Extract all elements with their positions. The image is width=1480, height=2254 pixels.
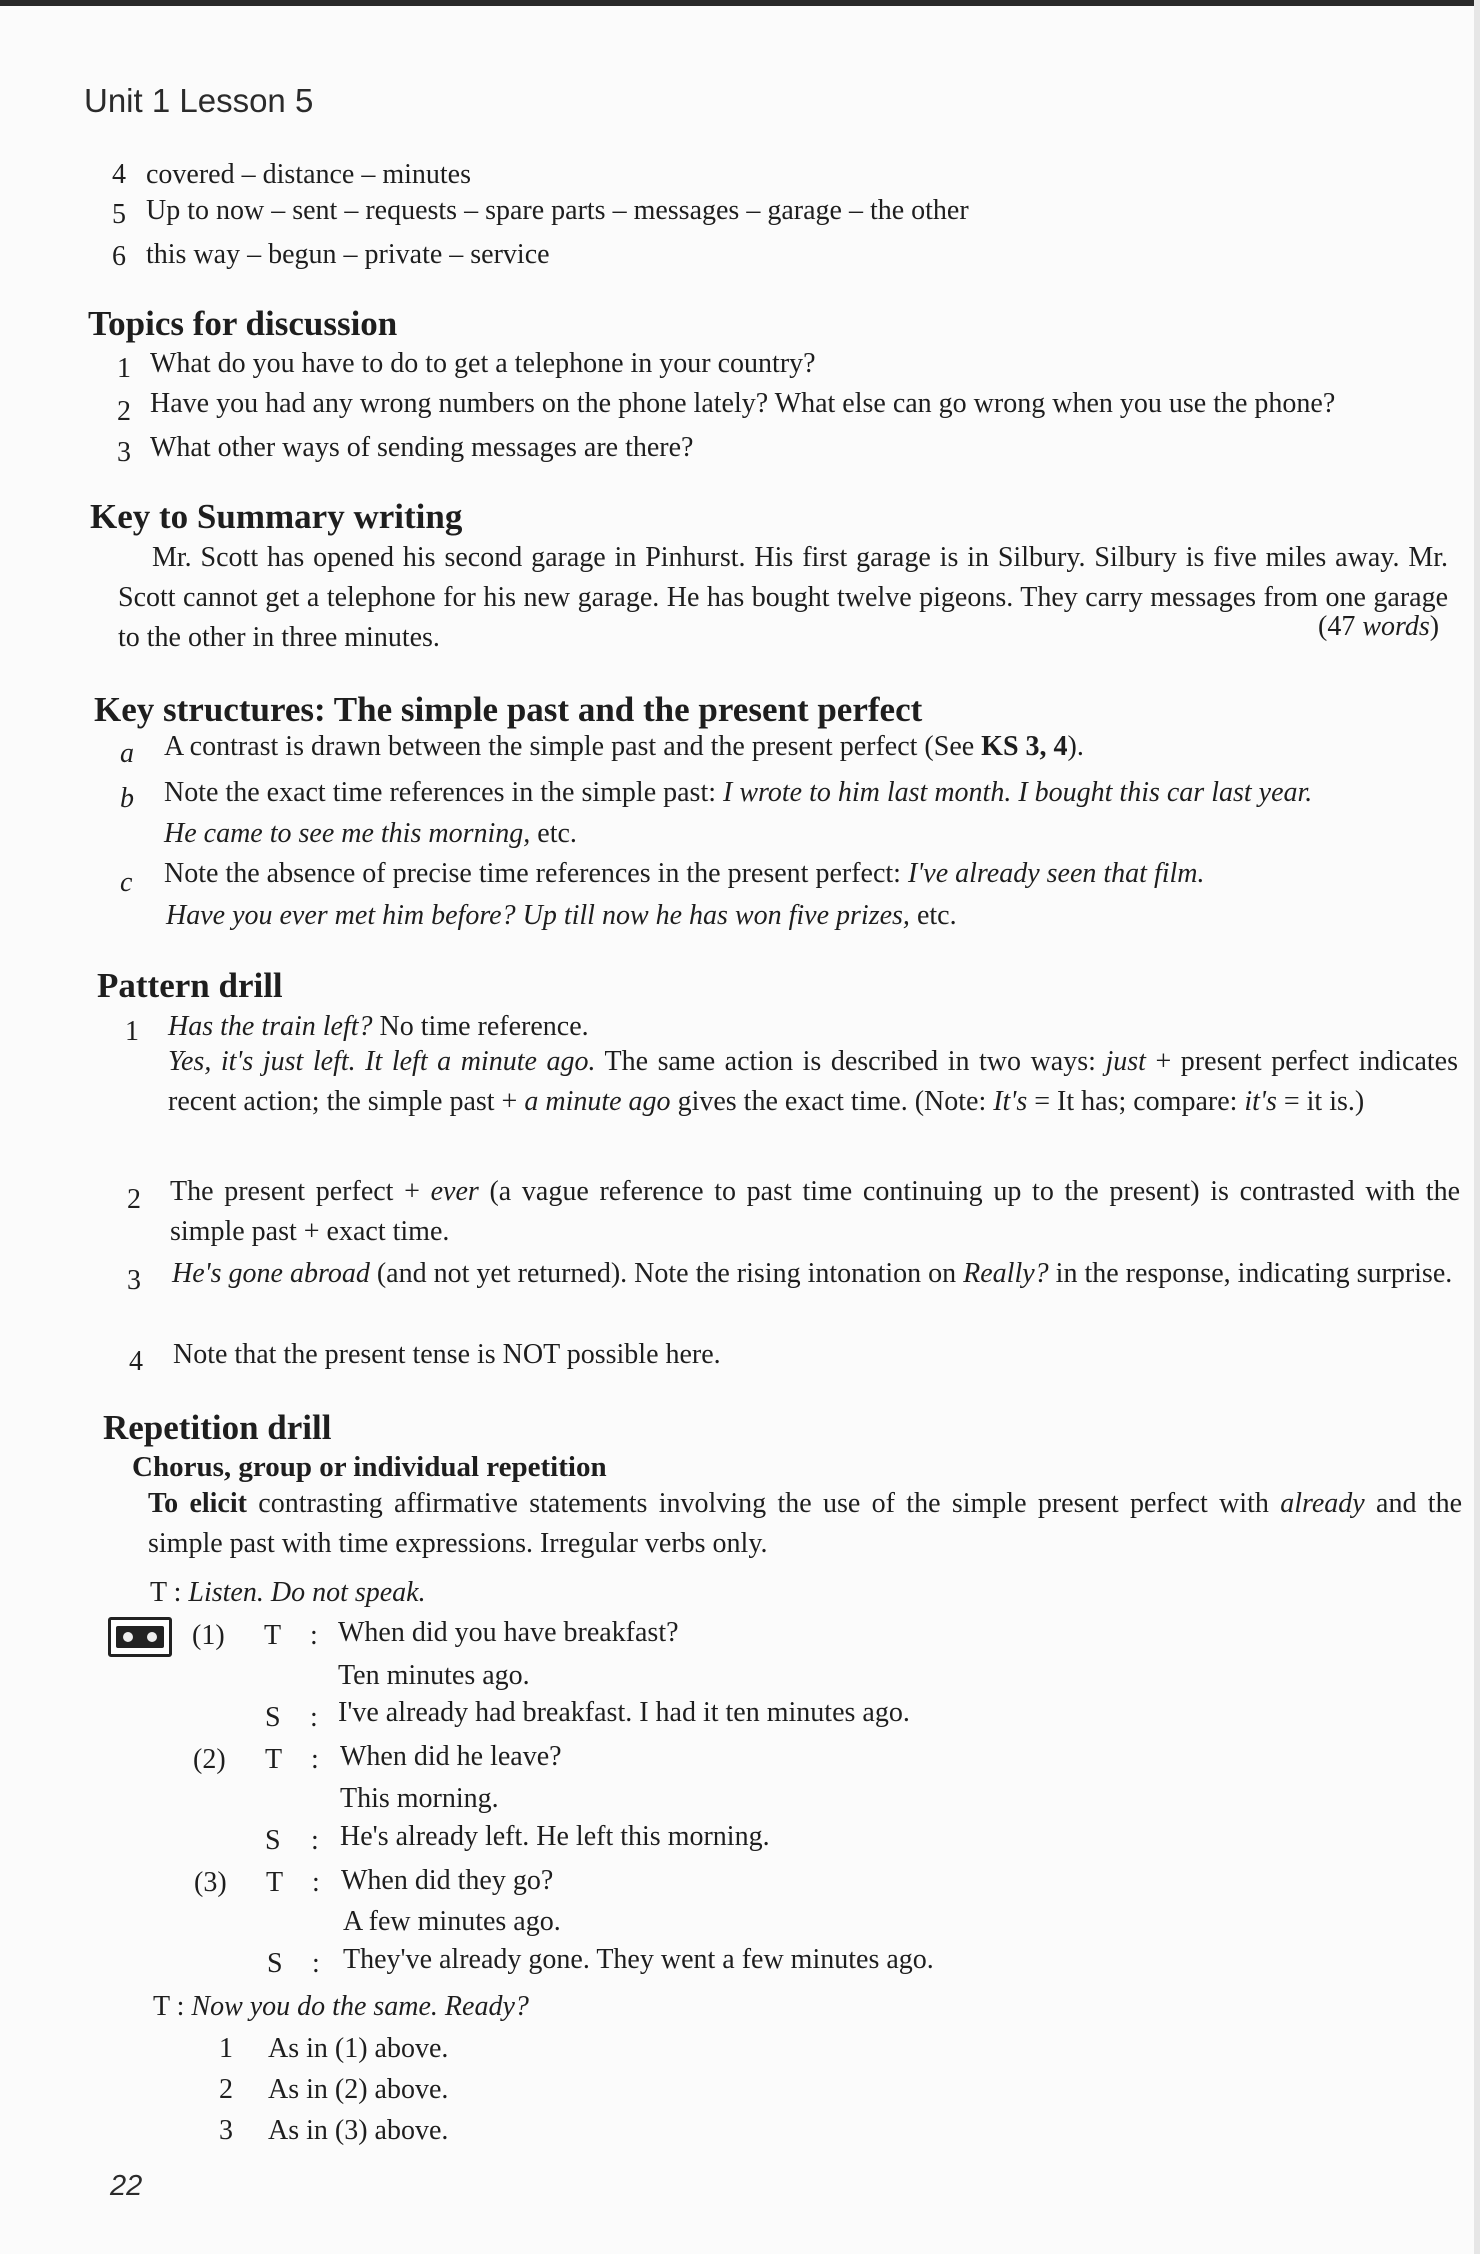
text: contrasting affirmative statements involving the use of the simple present perfect with	[246, 1488, 1281, 1519]
text: (a vague reference to past time continuing up to the present) is contrasted with the simple past + exact time.	[170, 1176, 1460, 1247]
teacher-prompt	[153, 1990, 529, 2024]
structure-a-text	[164, 730, 1084, 764]
item-text: this way – begun – private – service	[146, 239, 550, 270]
word-count	[1318, 610, 1439, 644]
dialogue-number: (3)	[194, 1867, 227, 1898]
repetition-subheading: Chorus, group or individual repetition	[132, 1451, 607, 1483]
text: gives the exact time. (Note:	[670, 1086, 994, 1117]
text: + present perfect indicates recent action; the simple past +	[168, 1046, 1458, 1117]
structure-label-b	[120, 782, 134, 816]
speaker-teacher: T	[266, 1867, 284, 1898]
item-number: 5	[112, 199, 126, 230]
text: A contrast is drawn between the simple past and the present perfect (See	[164, 731, 982, 762]
practice-text: As in (2) above.	[268, 2074, 449, 2105]
key-structures-heading: Key structures: The simple past and the present perfect	[94, 690, 923, 729]
item-number: 6	[112, 241, 126, 272]
item-text: Up to now – sent – requests – spare parts – messages – garage – the other	[146, 195, 969, 226]
student-answer: He's already left. He left this morning.	[340, 1821, 770, 1852]
pattern-number: 4	[129, 1346, 143, 1377]
elicit-paragraph	[148, 1484, 1462, 1564]
pattern-number: 3	[127, 1265, 141, 1296]
pattern-drill-heading: Pattern drill	[97, 966, 283, 1005]
text-end: ).	[1067, 731, 1084, 762]
summary-heading: Key to Summary writing	[90, 497, 463, 536]
item-text: covered – distance – minutes	[146, 159, 472, 190]
instruction: Listen. Do not speak.	[188, 1577, 426, 1608]
text: The present perfect +	[170, 1176, 431, 1207]
cassette-reel	[147, 1632, 157, 1642]
topic-number: 3	[117, 437, 131, 468]
teacher-question: When did they go?	[341, 1865, 554, 1896]
text: in the response, indicating surprise.	[1048, 1258, 1453, 1289]
text: = It has; compare:	[1027, 1086, 1245, 1117]
speaker-student: S	[265, 1702, 281, 1733]
keyword: ever	[430, 1176, 479, 1207]
teacher-question: When did you have breakfast?	[338, 1617, 679, 1648]
label: c	[120, 867, 133, 898]
word-count-label: words	[1362, 611, 1430, 642]
time-cue: Ten minutes ago.	[338, 1660, 530, 1691]
colon: :	[311, 1825, 319, 1856]
cassette-tape-icon	[108, 1617, 172, 1657]
speaker: T :	[153, 1991, 192, 2022]
elicit-label: To elicit	[148, 1488, 247, 1519]
text: and the simple past with time expressions. Irregular verbs only.	[148, 1488, 1463, 1559]
word-count-open: (47	[1318, 611, 1363, 642]
colon: :	[310, 1702, 318, 1733]
answer: Yes, it's just left. It left a minute ago.	[168, 1046, 596, 1077]
label: b	[120, 783, 134, 814]
structure-c-text	[164, 857, 1205, 891]
text: (and not yet returned). Note the rising intonation on	[369, 1258, 964, 1289]
pattern-number: 2	[127, 1184, 141, 1215]
structure-label-c	[120, 866, 132, 900]
speaker: T :	[150, 1577, 189, 1608]
speaker-teacher: T	[264, 1620, 282, 1651]
text: The same action is described in two ways:	[595, 1046, 1106, 1077]
practice-text: As in (1) above.	[268, 2033, 449, 2064]
keyword: Really?	[963, 1258, 1049, 1289]
topic-text: What other ways of sending messages are there?	[150, 432, 694, 463]
keyword: already	[1280, 1488, 1365, 1519]
structure-b-text	[164, 776, 1312, 810]
example: Have you ever met him before? Up till now he has won five prizes,	[166, 900, 910, 931]
dialogue-number: (1)	[192, 1620, 225, 1651]
keyword: it's	[1244, 1086, 1277, 1117]
example: I've already seen that film.	[907, 858, 1205, 889]
label: a	[120, 738, 134, 769]
dialogue-number: (2)	[193, 1744, 226, 1775]
example: He came to see me this morning,	[164, 818, 531, 849]
text-end: etc.	[530, 818, 577, 849]
summary-paragraph: Mr. Scott has opened his second garage in Pinhurst. His first garage is in Silbury. Silbury is five miles away. Mr. Scott cannot get a telephone for his new garage. He has bought twelve pigeons. They carry messages from one garage to the other in three minutes.	[118, 542, 1448, 653]
item-number: 4	[112, 159, 126, 190]
topic-number: 2	[117, 396, 131, 427]
topic-number: 1	[117, 353, 131, 384]
speaker-student: S	[265, 1825, 281, 1856]
text: Note the absence of precise time references in the present perfect:	[164, 858, 908, 889]
topic-text: What do you have to do to get a telephone in your country?	[150, 348, 816, 379]
colon: :	[310, 1620, 318, 1651]
pattern-number: 1	[125, 1016, 139, 1047]
speaker-teacher: T	[265, 1744, 283, 1775]
pattern-1-question	[168, 1010, 589, 1044]
text: Note the exact time references in the simple past:	[164, 777, 724, 808]
colon: :	[311, 1744, 319, 1775]
ks-reference: KS 3, 4	[981, 731, 1068, 762]
structure-c-text-cont	[166, 899, 957, 933]
keyword: It's	[993, 1086, 1028, 1117]
cassette-window	[116, 1626, 164, 1648]
keyword: a minute ago	[524, 1086, 671, 1117]
word-count-close: )	[1429, 611, 1440, 642]
topic-text: Have you had any wrong numbers on the phone lately? What else can go wrong when you use the phone?	[150, 388, 1336, 419]
student-answer: I've already had breakfast. I had it ten minutes ago.	[338, 1697, 910, 1728]
text-end: etc.	[909, 900, 957, 931]
teacher-instruction	[150, 1576, 426, 1610]
repetition-drill-heading: Repetition drill	[103, 1408, 332, 1447]
page-number: 22	[110, 2170, 143, 2202]
colon: :	[312, 1948, 320, 1979]
practice-number: 2	[219, 2074, 233, 2105]
practice-number: 1	[219, 2033, 233, 2064]
time-cue: A few minutes ago.	[343, 1906, 561, 1937]
keyword: just	[1105, 1046, 1146, 1077]
cassette-reel	[123, 1632, 133, 1642]
colon: :	[312, 1867, 320, 1898]
unit-lesson-header: Unit 1 Lesson 5	[84, 82, 314, 119]
pattern-2-text	[170, 1172, 1460, 1252]
question: Has the train left?	[168, 1011, 373, 1042]
example: He's gone abroad	[172, 1258, 370, 1289]
example: I wrote to him last month. I bought this car last year.	[723, 777, 1313, 808]
time-cue: This morning.	[340, 1783, 499, 1814]
structure-label-a	[120, 737, 134, 771]
student-answer: They've already gone. They went a few minutes ago.	[343, 1944, 934, 1975]
instruction: Now you do the same. Ready?	[191, 1991, 529, 2022]
pattern-4-text: Note that the present tense is NOT possible here.	[173, 1339, 721, 1370]
topics-heading: Topics for discussion	[88, 304, 398, 343]
teacher-question: When did he leave?	[340, 1741, 562, 1772]
pattern-3-text	[172, 1254, 1460, 1294]
text: No time reference.	[372, 1011, 589, 1042]
practice-number: 3	[219, 2115, 233, 2146]
structure-b-text-cont	[164, 817, 577, 851]
practice-text: As in (3) above.	[268, 2115, 449, 2146]
speaker-student: S	[267, 1948, 283, 1979]
pattern-1-explanation	[168, 1042, 1458, 1122]
text: = it is.)	[1276, 1086, 1365, 1117]
